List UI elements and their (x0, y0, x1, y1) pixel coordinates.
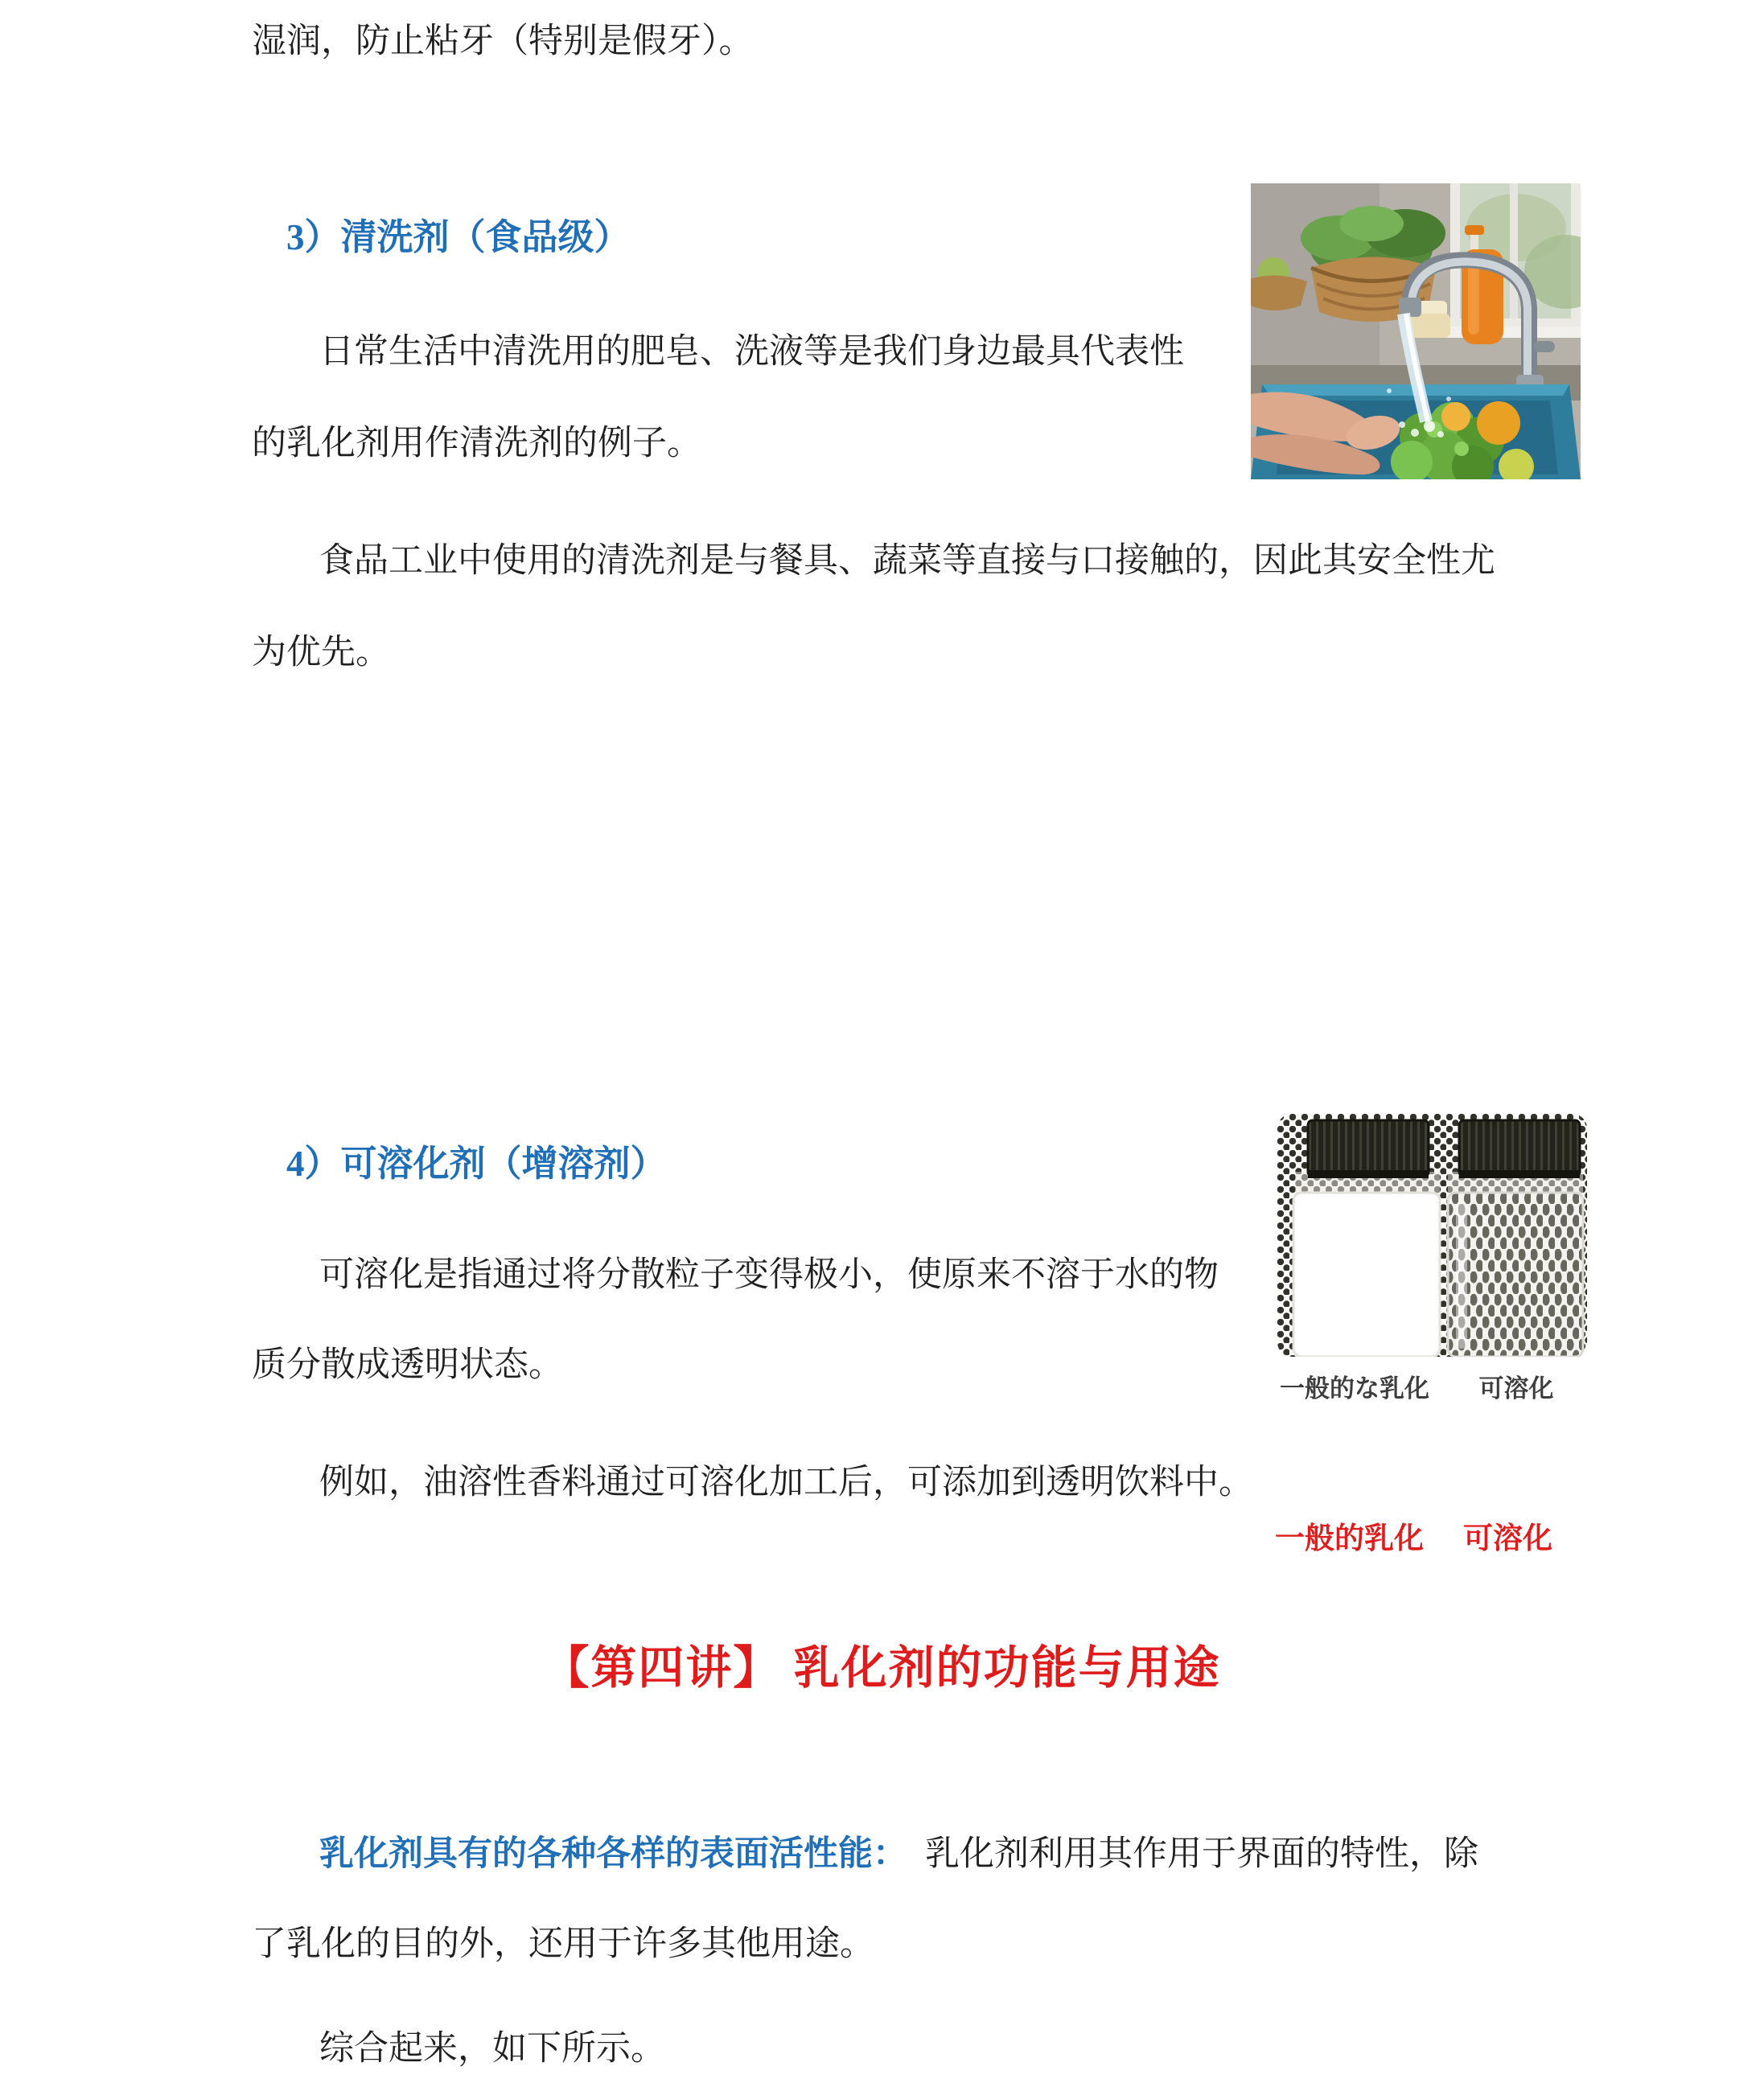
paragraph-line: 的乳化剂用作清洗剂的例子。 (252, 425, 701, 462)
bottles-illustration (1277, 1114, 1587, 1419)
photo-emulsion-vs-solubilization (1277, 1114, 1587, 1419)
bottle-solubilized (1448, 1120, 1583, 1357)
section-heading-solubilizer: 4）可溶化剂（增溶剂） (286, 1144, 667, 1184)
paragraph-text: 乳化剂利用其作用于界面的特性，除 (925, 1835, 1478, 1873)
paragraph-line: 食品工业中使用的清洗剂是与餐具、蔬菜等直接与口接触的，因此其安全性尤 (319, 542, 1495, 580)
section-heading-cleaning-agent: 3）清洗剂（食品级） (286, 217, 631, 257)
paragraph-line: 为优先。 (252, 634, 390, 672)
paragraph-line: 日常生活中清洗用的肥皂、洗液等是我们身边最具代表性 (319, 333, 1184, 371)
paragraph-line: 质分散成透明状态。 (252, 1346, 563, 1384)
sink-illustration (1251, 183, 1581, 479)
image-label-right: 可溶化 (1478, 1374, 1554, 1403)
photo-washing-vegetables (1251, 183, 1581, 479)
caption-left: 一般的乳化 (1275, 1522, 1424, 1555)
bottle-emulsion (1293, 1120, 1440, 1357)
paragraph-line: 了乳化的目的外，还用于许多其他用途。 (252, 1925, 874, 1963)
paragraph-line (319, 1834, 1478, 1875)
paragraph-line: 湿润，防止粘牙（特别是假牙）。 (252, 23, 754, 60)
paragraph-line: 综合起来，如下所示。 (319, 2030, 665, 2068)
lecture-heading: 【第四讲】 乳化剂的功能与用途 (543, 1643, 1221, 1694)
paragraph-line: 例如，油溶性香料通过可溶化加工后，可添加到透明饮料中。 (319, 1464, 1253, 1501)
image-label-left: 一般的な乳化 (1280, 1374, 1429, 1403)
figure-caption (1275, 1514, 1552, 1557)
caption-right: 可溶化 (1463, 1522, 1552, 1555)
lead-emphasis: 乳化剂具有的各种各样的表面活性能： (319, 1835, 907, 1873)
paragraph-line: 可溶化是指通过将分散粒子变得极小，使原来不溶于水的物 (319, 1256, 1219, 1294)
